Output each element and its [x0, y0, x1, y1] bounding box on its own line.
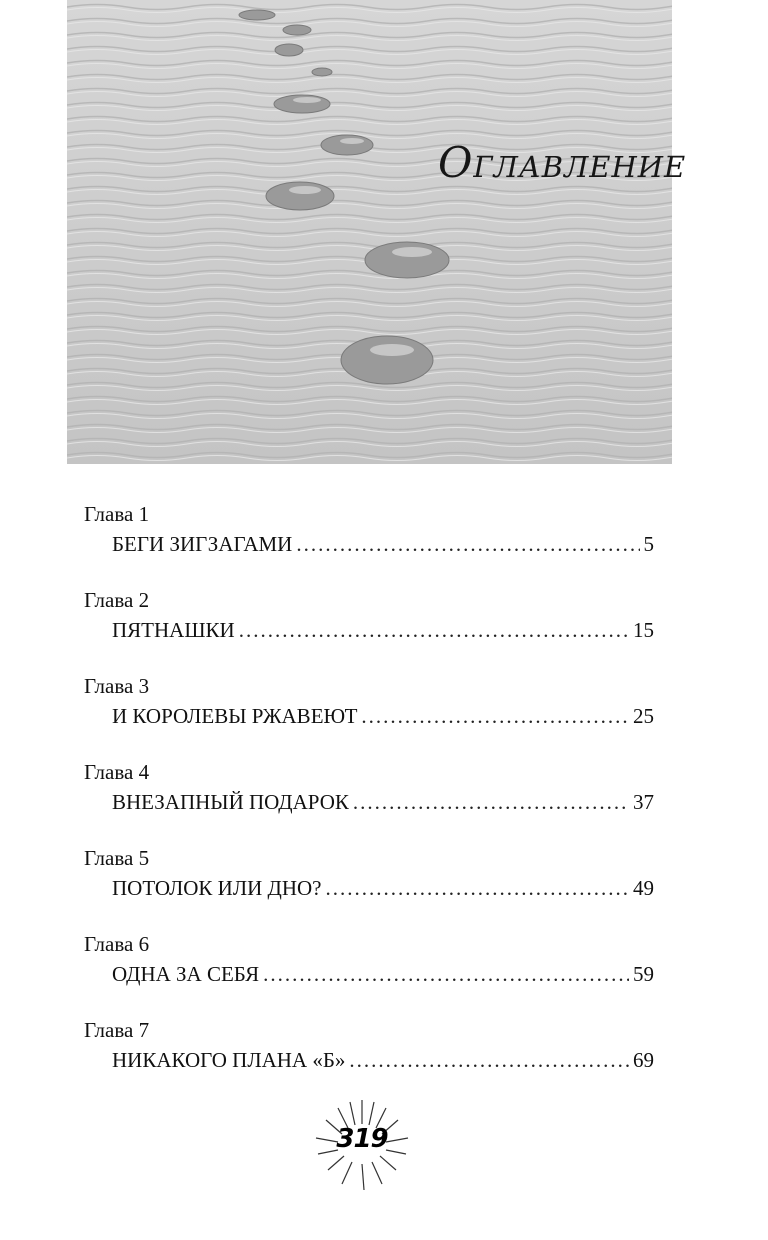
chapter-label: Глава 7	[84, 1018, 150, 1042]
chapter-page: 15	[633, 618, 654, 642]
chapter-label: Глава 4	[84, 760, 150, 784]
toc-entry[interactable]	[112, 960, 654, 988]
chapter-label: Глава 2	[84, 588, 150, 612]
chapter-label: Глава 3	[84, 674, 150, 698]
dot-leader	[325, 874, 629, 902]
sand-footprints-photo	[67, 0, 687, 464]
chapter-page: 69	[633, 1048, 654, 1072]
chapter-title: ОДНА ЗА СЕБЯ	[112, 962, 260, 986]
toc-entry[interactable]	[112, 530, 654, 558]
toc-entry[interactable]	[112, 874, 654, 902]
chapter-label: Глава 1	[84, 502, 150, 526]
toc-entry[interactable]	[112, 788, 654, 816]
chapter-title: ВНЕЗАПНЫЙ ПОДАРОК	[112, 790, 349, 814]
dot-leader	[349, 1046, 629, 1074]
toc-entry[interactable]	[112, 616, 654, 644]
toc-chapter	[84, 844, 654, 930]
chapter-label: Глава 5	[84, 846, 150, 870]
chapter-title: И КОРОЛЕВЫ РЖАВЕЮТ	[112, 704, 358, 728]
page-number-badge	[312, 1094, 412, 1194]
chapter-title: НИКАКОГО ПЛАНА «Б»	[112, 1048, 346, 1072]
chapter-page: 59	[633, 962, 654, 986]
chapter-title: ПОТОЛОК ИЛИ ДНО?	[112, 876, 322, 900]
chapter-title: ПЯТНАШКИ	[112, 618, 235, 642]
toc-chapter	[84, 930, 654, 1016]
toc-entry[interactable]	[112, 1046, 654, 1074]
page-number: 319	[336, 1124, 388, 1154]
page-title: Оглавление	[438, 138, 687, 187]
chapter-label: Глава 6	[84, 932, 150, 956]
toc-chapter	[84, 586, 654, 672]
table-of-contents	[84, 500, 654, 1102]
chapter-page: 5	[643, 532, 654, 556]
dot-leader	[239, 616, 629, 644]
toc-chapter	[84, 1016, 654, 1102]
chapter-page: 49	[633, 876, 654, 900]
dot-leader	[263, 960, 629, 988]
dot-leader	[361, 702, 629, 730]
toc-entry[interactable]	[112, 702, 654, 730]
chapter-page: 37	[633, 790, 654, 814]
chapter-title: БЕГИ ЗИГЗАГАМИ	[112, 532, 293, 556]
toc-chapter	[84, 500, 654, 586]
toc-chapter	[84, 758, 654, 844]
dot-leader	[296, 530, 639, 558]
toc-chapter	[84, 672, 654, 758]
dot-leader	[353, 788, 629, 816]
chapter-page: 25	[633, 704, 654, 728]
